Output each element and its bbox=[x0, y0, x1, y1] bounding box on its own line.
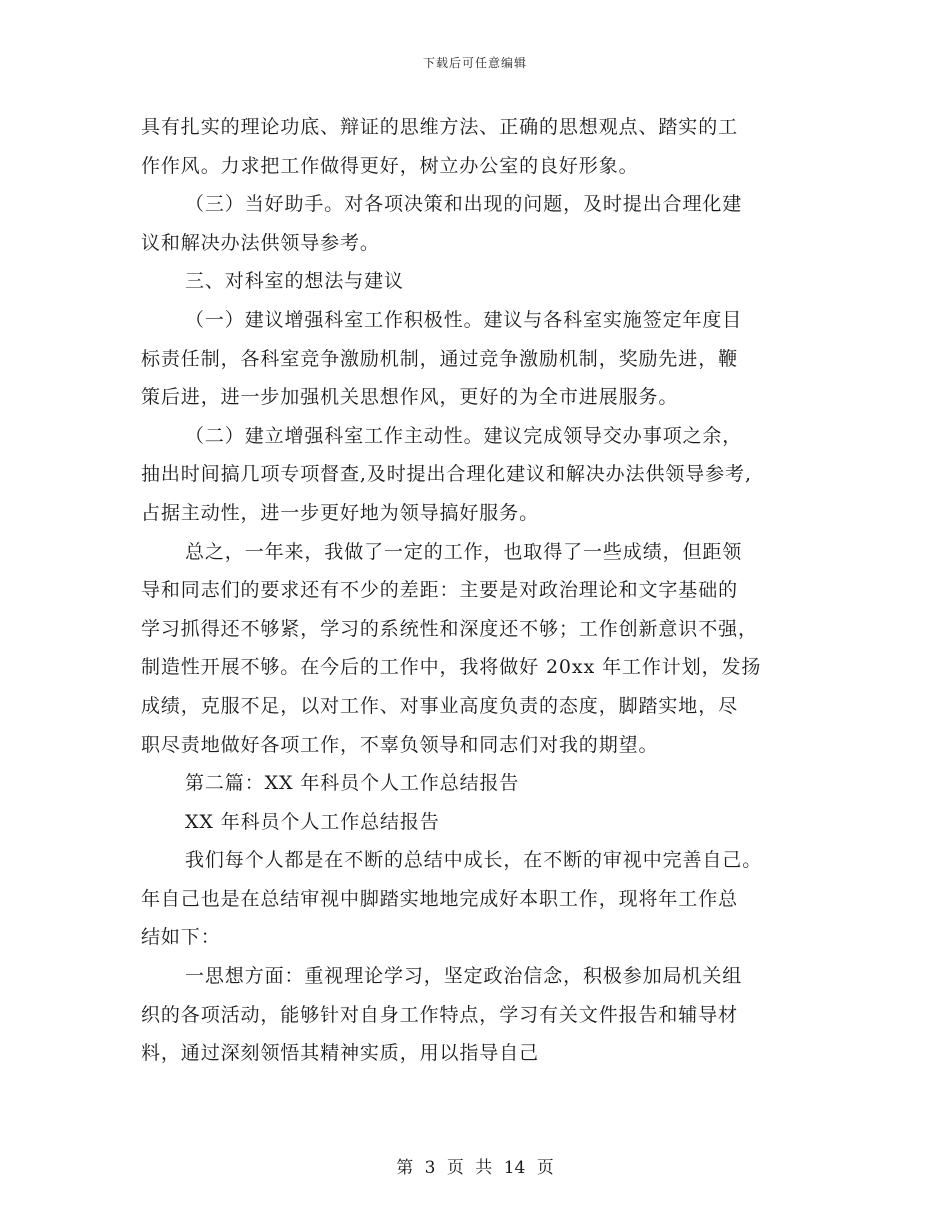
text-line: 一思想方面：重视理论学习，坚定政治信念，积极参加局机关组 bbox=[185, 965, 743, 988]
text-line: 料，通过深刻领悟其精神实质，用以指导自己 bbox=[141, 1042, 540, 1065]
page-label-suffix: 页 bbox=[536, 1158, 554, 1178]
text-line: 策后进，进一步加强机关思想作风，更好的为全市进展服务。 bbox=[141, 386, 679, 409]
text-line: 标责任制，各科室竞争激励机制，通过竞争激励机制，奖励先进，鞭 bbox=[141, 347, 739, 370]
page-label-mid: 页 bbox=[446, 1158, 464, 1178]
text-line: 占据主动性，进一步更好地为领导搞好服务。 bbox=[141, 501, 540, 524]
text-line: 成绩，克服不足，以对工作、对事业高度负责的态度，脚踏实地，尽 bbox=[141, 694, 739, 717]
page-footer bbox=[0, 1153, 950, 1178]
document-body bbox=[141, 108, 811, 1073]
text-line: 制造性开展不够。在今后的工作中，我将做好 20xx 年工作计划，发扬 bbox=[141, 656, 762, 679]
page-header: 下载后可任意编辑 bbox=[422, 56, 527, 70]
page-label-prefix: 第 bbox=[396, 1158, 414, 1178]
text-line: 导和同志们的要求还有不少的差距：主要是对政治理论和文字基础的 bbox=[141, 579, 739, 602]
page-number: 3 bbox=[424, 1158, 436, 1178]
chapter-heading: 第二篇：XX 年科员个人工作总结报告 bbox=[185, 772, 520, 795]
text-line: 结如下： bbox=[141, 926, 221, 949]
text-line: 年自己也是在总结审视中脚踏实地地完成好本职工作，现将年工作总 bbox=[141, 887, 739, 910]
text-line: 抽出时间搞几项专项督查,及时提出合理化建议和解决办法供领导参考, bbox=[141, 463, 752, 486]
page-total-prefix: 共 bbox=[475, 1158, 493, 1178]
text-line: 学习抓得还不够紧，学习的系统性和深度还不够；工作创新意识不强， bbox=[141, 617, 758, 640]
text-line: 具有扎实的理论功底、辩证的思维方法、正确的思想观点、踏实的工 bbox=[141, 116, 739, 138]
text-line: 议和解决办法供领导参考。 bbox=[141, 231, 380, 254]
text-line: （一）建议增强科室工作积极性。建议与各科室实施签定年度目 bbox=[185, 308, 743, 331]
page-total: 14 bbox=[503, 1158, 526, 1178]
text-line: （二）建立增强科室工作主动性。建议完成领导交办事项之余， bbox=[185, 424, 743, 447]
text-line: 总之，一年来，我做了一定的工作，也取得了一些成绩，但距领 bbox=[185, 540, 743, 563]
text-line: 职尽责地做好各项工作，不辜负领导和同志们对我的期望。 bbox=[141, 733, 659, 756]
document-title: XX 年科员个人工作总结报告 bbox=[185, 810, 440, 833]
section-heading: 三、对科室的想法与建议 bbox=[185, 270, 404, 293]
text-line: 织的各项活动，能够针对自身工作特点，学习有关文件报告和辅导材 bbox=[141, 1003, 739, 1026]
text-line: （三）当好助手。对各项决策和出现的问题，及时提出合理化建 bbox=[185, 193, 743, 216]
text-line: 我们每个人都是在不断的总结中成长，在不断的审视中完善自己。 bbox=[185, 849, 763, 872]
text-line: 作作风。力求把工作做得更好，树立办公室的良好形象。 bbox=[141, 154, 639, 177]
